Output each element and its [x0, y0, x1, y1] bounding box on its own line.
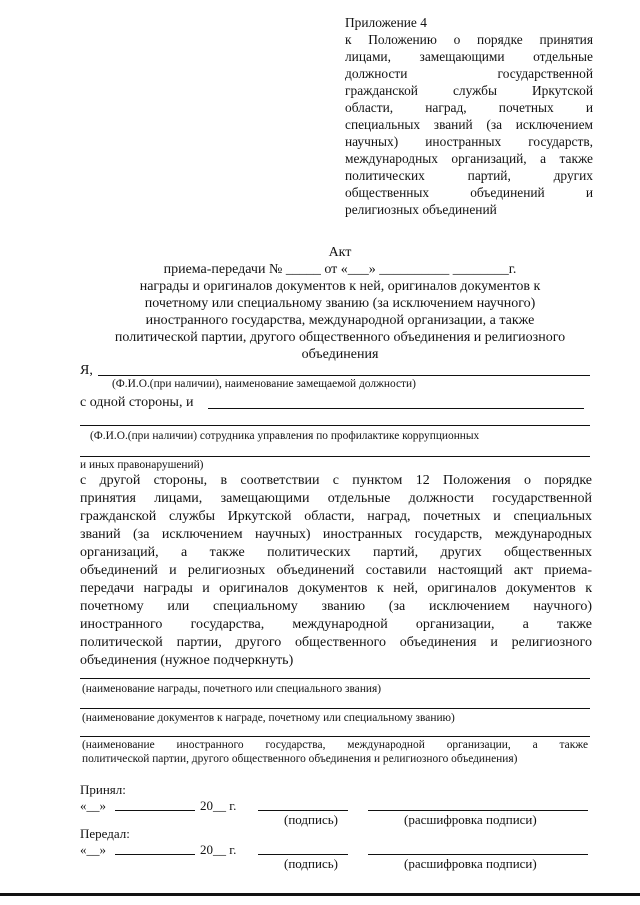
docs-caption: (наименование документов к награде, почетному или специальному званию) — [82, 712, 455, 724]
handed-date-month-line — [115, 854, 195, 855]
accepted-signature-line — [258, 810, 348, 811]
state-caption-1: (наименование иностранного государства, международной организации, а также — [82, 739, 588, 751]
appendix-line: специальных званий (за исключением — [345, 117, 593, 132]
appendix-line: политических партий, других — [345, 168, 593, 183]
appendix-line: области, наград, почетных и — [345, 100, 593, 115]
appendix-line: гражданской службы Иркутской — [345, 83, 593, 98]
appendix-line: международных организаций, а также — [345, 151, 593, 166]
appendix-header — [345, 14, 593, 218]
accepted-date-year: 20__ г. — [200, 798, 237, 813]
appendix-line: к Положению о порядке принятия — [345, 32, 593, 47]
act-number-date-line: приема-передачи № _____ от «___» __________ ________г. — [163, 262, 517, 277]
act-title: Акт — [328, 245, 352, 260]
accepted-decode-caption: (расшифровка подписи) — [404, 812, 537, 827]
officer-field-line-3 — [80, 456, 590, 457]
main-line: почетному или специальному званию (за исключением научного) — [80, 599, 592, 614]
appendix-line: лицами, замещающими отдельные — [345, 49, 593, 64]
state-field-line — [80, 736, 590, 737]
scan-bottom-edge — [0, 893, 640, 896]
main-line: объединений и религиозных объединений составили настоящий акт приема- — [80, 563, 592, 578]
main-line: гражданской службы Иркутской области, наград, почетных и специальных — [80, 509, 592, 524]
main-line: иностранного государства, международной организации, а также — [80, 617, 592, 632]
handed-signature-caption: (подпись) — [284, 856, 338, 871]
appendix-line: должности государственной — [345, 66, 593, 81]
main-paragraph — [80, 472, 592, 670]
handed-decode-caption: (расшифровка подписи) — [404, 856, 537, 871]
handed-date-day: «__» — [80, 842, 106, 857]
handed-decode-line — [368, 854, 588, 855]
appendix-line: религиозных объединений — [345, 202, 497, 217]
appendix-line: общественных объединений и — [345, 185, 593, 200]
main-line: организаций, а также политических партий, других общественных — [80, 545, 592, 560]
state-caption-2: политической партии, другого общественного объединения и религиозного объединения) — [82, 753, 518, 765]
act-description — [80, 278, 600, 363]
award-caption: (наименование награды, почетного или специального звания) — [82, 683, 382, 695]
handed-date-year: 20__ г. — [200, 842, 237, 857]
officer-caption-2: и иных правонарушений) — [80, 459, 204, 471]
main-line: объединения (нужное подчеркнуть) — [80, 653, 294, 668]
officer-caption: (Ф.И.О.(при наличии) сотрудника управления по профилактике коррупционных — [90, 430, 480, 442]
act-desc-line: политической партии, другого общественного объединения и религиозного — [114, 330, 566, 345]
handed-label: Передал: — [80, 826, 130, 841]
officer-field-line-2 — [80, 425, 590, 426]
fio-caption: (Ф.И.О.(при наличии), наименование замещаемой должности) — [112, 378, 416, 390]
appendix-body — [345, 31, 593, 218]
accepted-signature-caption: (подпись) — [284, 812, 338, 827]
main-line: с другой стороны, в соответствии с пунктом 12 Положения о порядке — [80, 473, 592, 488]
handed-signature-line — [258, 854, 348, 855]
accepted-date-day: «__» — [80, 798, 106, 813]
main-line: политической партии, другого общественного объединения и религиозного — [80, 635, 592, 650]
main-line: принятия лицами, замещающими отдельные должности государственной — [80, 491, 592, 506]
award-field-line — [80, 678, 590, 679]
appendix-title: Приложение 4 — [345, 15, 427, 30]
accepted-date-month-line — [115, 810, 195, 811]
act-desc-line: награды и оригиналов документов к ней, оригиналов документов к — [139, 279, 541, 294]
main-line: званий (за исключением научных) иностранных государств, международных — [80, 527, 592, 542]
docs-field-line — [80, 708, 590, 709]
officer-field-line — [208, 408, 584, 409]
accepted-decode-line — [368, 810, 588, 811]
main-line: передачи награды и оригиналов документов к ней, оригиналов документов к — [80, 581, 592, 596]
act-desc-line: иностранного государства, международной организации, а также — [145, 313, 535, 328]
act-desc-line: объединения — [301, 347, 379, 362]
act-desc-line: почетному или специальному званию (за исключением научного) — [144, 296, 536, 311]
accepted-label: Принял: — [80, 782, 126, 797]
ya-label: Я, — [80, 363, 93, 378]
appendix-line: научных) иностранных государств, — [345, 134, 593, 149]
fio-field-line — [98, 375, 590, 376]
one-side-label: с одной стороны, и — [80, 395, 194, 410]
